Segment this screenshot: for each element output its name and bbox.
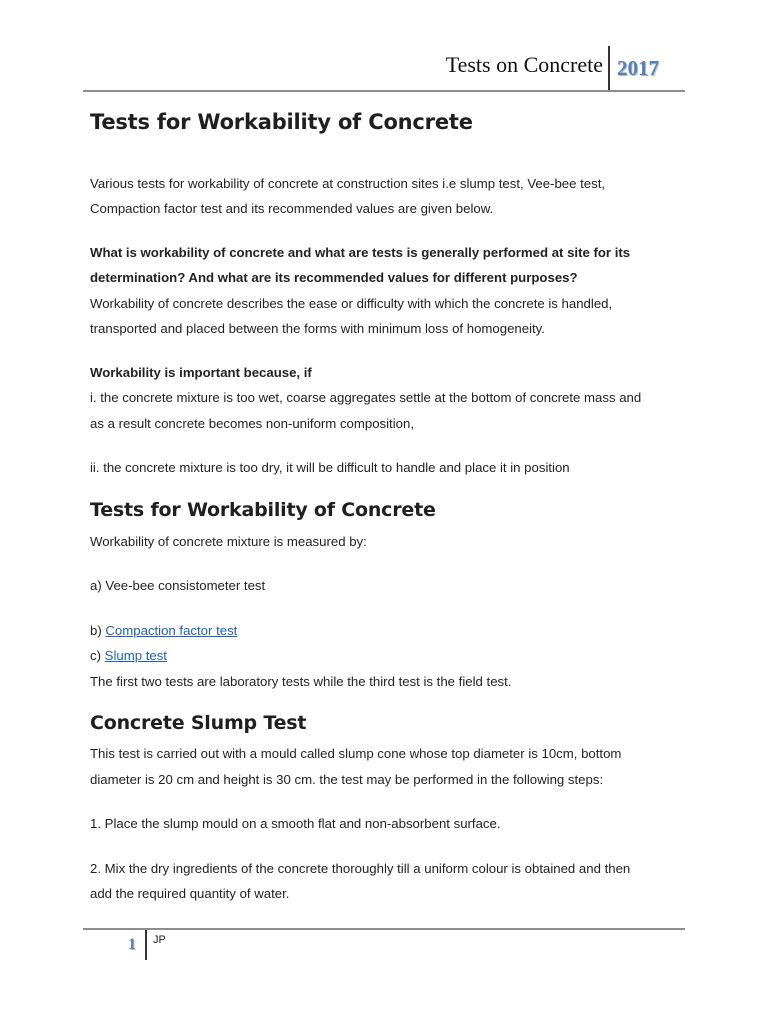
test-item-slump <box>90 648 167 664</box>
footer-divider <box>145 930 147 960</box>
importance-point-1-line-2: as a result concrete becomes non-uniform composition, <box>90 416 414 431</box>
tests-heading: Tests for Workability of Concrete <box>90 499 436 521</box>
slump-intro-line-1: This test is carried out with a mould called slump cone whose top diameter is 10cm, bottom <box>90 746 622 761</box>
importance-point-1-line-1: i. the concrete mixture is too wet, coarse aggregates settle at the bottom of concrete mass and <box>90 390 642 405</box>
footer-rule <box>83 928 685 930</box>
test-item-prefix: c) <box>90 648 105 663</box>
footer-author: JP <box>153 934 166 946</box>
test-item-prefix: a) <box>90 578 106 593</box>
test-item-compaction-factor <box>90 623 237 639</box>
page-header <box>83 44 685 92</box>
test-item-vee-bee <box>90 578 265 594</box>
test-item-prefix: b) <box>90 623 106 638</box>
test-item-label: Vee-bee consistometer test <box>105 578 266 593</box>
question-line-2: determination? And what are its recommended values for different purposes? <box>90 270 578 285</box>
intro-line-2: Compaction factor test and its recommended values are given below. <box>90 201 494 216</box>
tests-intro: Workability of concrete mixture is measured by: <box>90 534 367 549</box>
definition-line-2: transported and placed between the forms with minimum loss of homogeneity. <box>90 321 545 336</box>
slump-heading: Concrete Slump Test <box>90 712 307 734</box>
main-heading: Tests for Workability of Concrete <box>90 110 473 134</box>
tests-note: The first two tests are laboratory tests while the third test is the field test. <box>90 674 512 689</box>
header-year: 2017 <box>617 56 659 80</box>
step-1: 1. Place the slump mould on a smooth flat and non-absorbent surface. <box>90 816 501 831</box>
compaction-factor-test-link[interactable]: Compaction factor test <box>105 623 238 638</box>
intro-line-1: Various tests for workability of concrete at construction sites i.e slump test, Vee-bee test, <box>90 176 606 191</box>
slump-test-link[interactable]: Slump test <box>104 648 167 663</box>
header-title: Tests on Concrete <box>445 52 603 77</box>
header-divider <box>608 46 610 90</box>
definition-line-1: Workability of concrete describes the ease or difficulty with which the concrete is handled, <box>90 296 613 311</box>
slump-intro-line-2: diameter is 20 cm and height is 30 cm. the test may be performed in the following steps: <box>90 772 604 787</box>
page-number: 1 <box>128 936 136 953</box>
importance-heading: Workability is important because, if <box>90 365 312 380</box>
question-line-1: What is workability of concrete and what are tests is generally performed at site for its <box>90 245 631 260</box>
importance-point-2: ii. the concrete mixture is too dry, it will be difficult to handle and place it in position <box>90 460 570 475</box>
step-2-line-1: 2. Mix the dry ingredients of the concrete thoroughly till a uniform colour is obtained and then <box>90 861 631 876</box>
step-2-line-2: add the required quantity of water. <box>90 886 290 901</box>
